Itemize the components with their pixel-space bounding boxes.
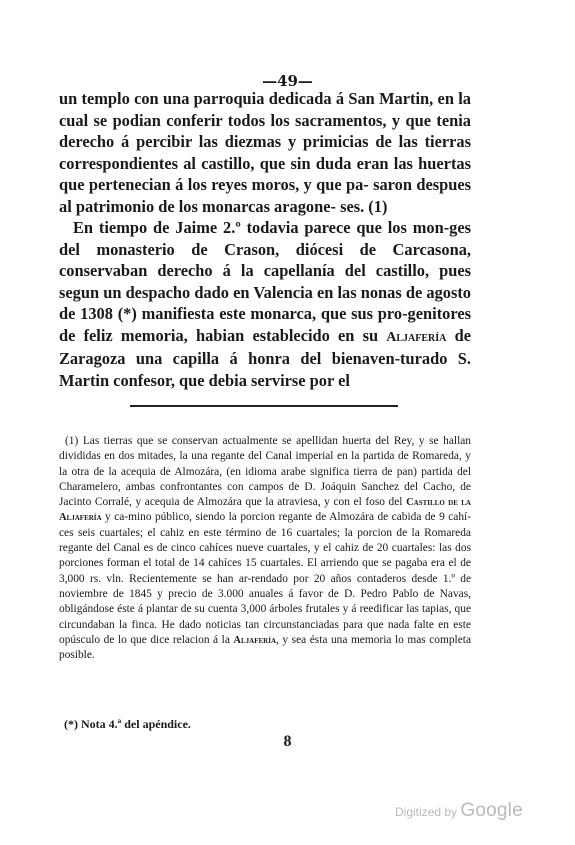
footnote-1 — [59, 434, 471, 663]
main-text — [59, 88, 471, 391]
footnote-1-part-3: , y sea ésta una memoria lo mas completa posible. — [59, 633, 471, 662]
paragraph-1-line-7: ses. (1) — [340, 196, 388, 216]
footnote-1-text — [59, 434, 471, 663]
paragraph-2 — [59, 217, 471, 391]
digitized-watermark — [395, 800, 565, 822]
paragraph-1-line-2: la cual se podian conferir todos los sacramentos, y que — [59, 89, 471, 130]
paragraph-1-line-1: un templo con una parroquia dedicada á San Martin, en — [59, 89, 454, 108]
paragraph-1-line-4: tierras correspondientes al castillo, que sin duda eran — [59, 132, 471, 173]
paragraph-2-text-a: En tiempo de Jaime 2.º todavia parece que los mon-ges del monasterio de Crason, diócesi de Carcasona, conservaban derecho á la capellanía del castillo, pues segun un despacho dado en Valencia en las nonas de agosto de 1308 (*) manifiesta este monarca, que sus pro-genitores de feliz memoria, habian establecido en su — [59, 218, 471, 345]
signature-mark: 8 — [283, 733, 292, 750]
google-logo: Google — [460, 800, 523, 821]
paragraph-1-line-6: saron despues al patrimonio de los monarcas aragone- — [59, 175, 471, 216]
page-number: —49— — [262, 72, 313, 90]
paragraph-1-line-5: las huertas que pertenecian á los reyes moros, y que pa- — [59, 153, 471, 194]
watermark-prefix: Digitized by — [395, 805, 458, 819]
aljaferia-smallcaps: Aljafería — [386, 329, 447, 345]
appendix-note-reference: (*) Nota 4.ª del apéndice. — [64, 717, 191, 731]
footnote-divider — [130, 405, 398, 407]
paragraph-1 — [59, 88, 471, 217]
aljaferia-footnote-smallcaps: Aljafería — [233, 634, 277, 646]
footnote-1-part-1: (1) Las tierras que se conservan actualmente se apellidan huerta del Rey, y se hallan divididas en dos mitades, la una regante del Canal imperial en la partida de Romareda, y la otra de la acequia de Almozára, (en idioma arabe significa tierra de pan) partida del Charamelero, ambas confrontantes con campos de D. Joáquin Sanchez del Cacho, de Jacinto Corralé, y acequia de Almozára que la atraviesa, y con el foso del — [59, 435, 471, 509]
paragraph-2-text-b: de Zaragoza una capilla á honra del bienaven-turado S. Martin confesor, que debia servirse por el — [59, 325, 471, 390]
footnote-1-part-2: y ca-mino público, siendo la porcion regante de Almozára de cabida de 9 cahí-ces seis cuartales; el cahiz en este término de 16 cuartales; la porcion de la Romareda regante del Canal es de cinco cahíces nueve cuartales, y el cahiz de 20 cuartales: las dos porciones forman el total de 14 cahíces 15 cuartales. El arriendo que se pagaba era el de 3,000 rs. vln. Recientemente se han ar-rendado por 20 años contaderos desde 1.º de noviembre de 1845 y precio de 3.000 anuales á favor de D. Pedro Pablo de Navas, obligándose éste á plantar de su cuenta 3,000 árboles frutales y á reedificar las tapias, que circundaban la finca. He dado noticias tan circunstanciadas para que nada falte en este opúsculo de lo que dice relacion á la — [59, 511, 471, 646]
paragraph-1-line-3: tenia derecho á percibir las diezmas y primicias de las — [59, 110, 471, 151]
castillo-smallcaps: Castillo de la Aljafería — [59, 497, 471, 524]
